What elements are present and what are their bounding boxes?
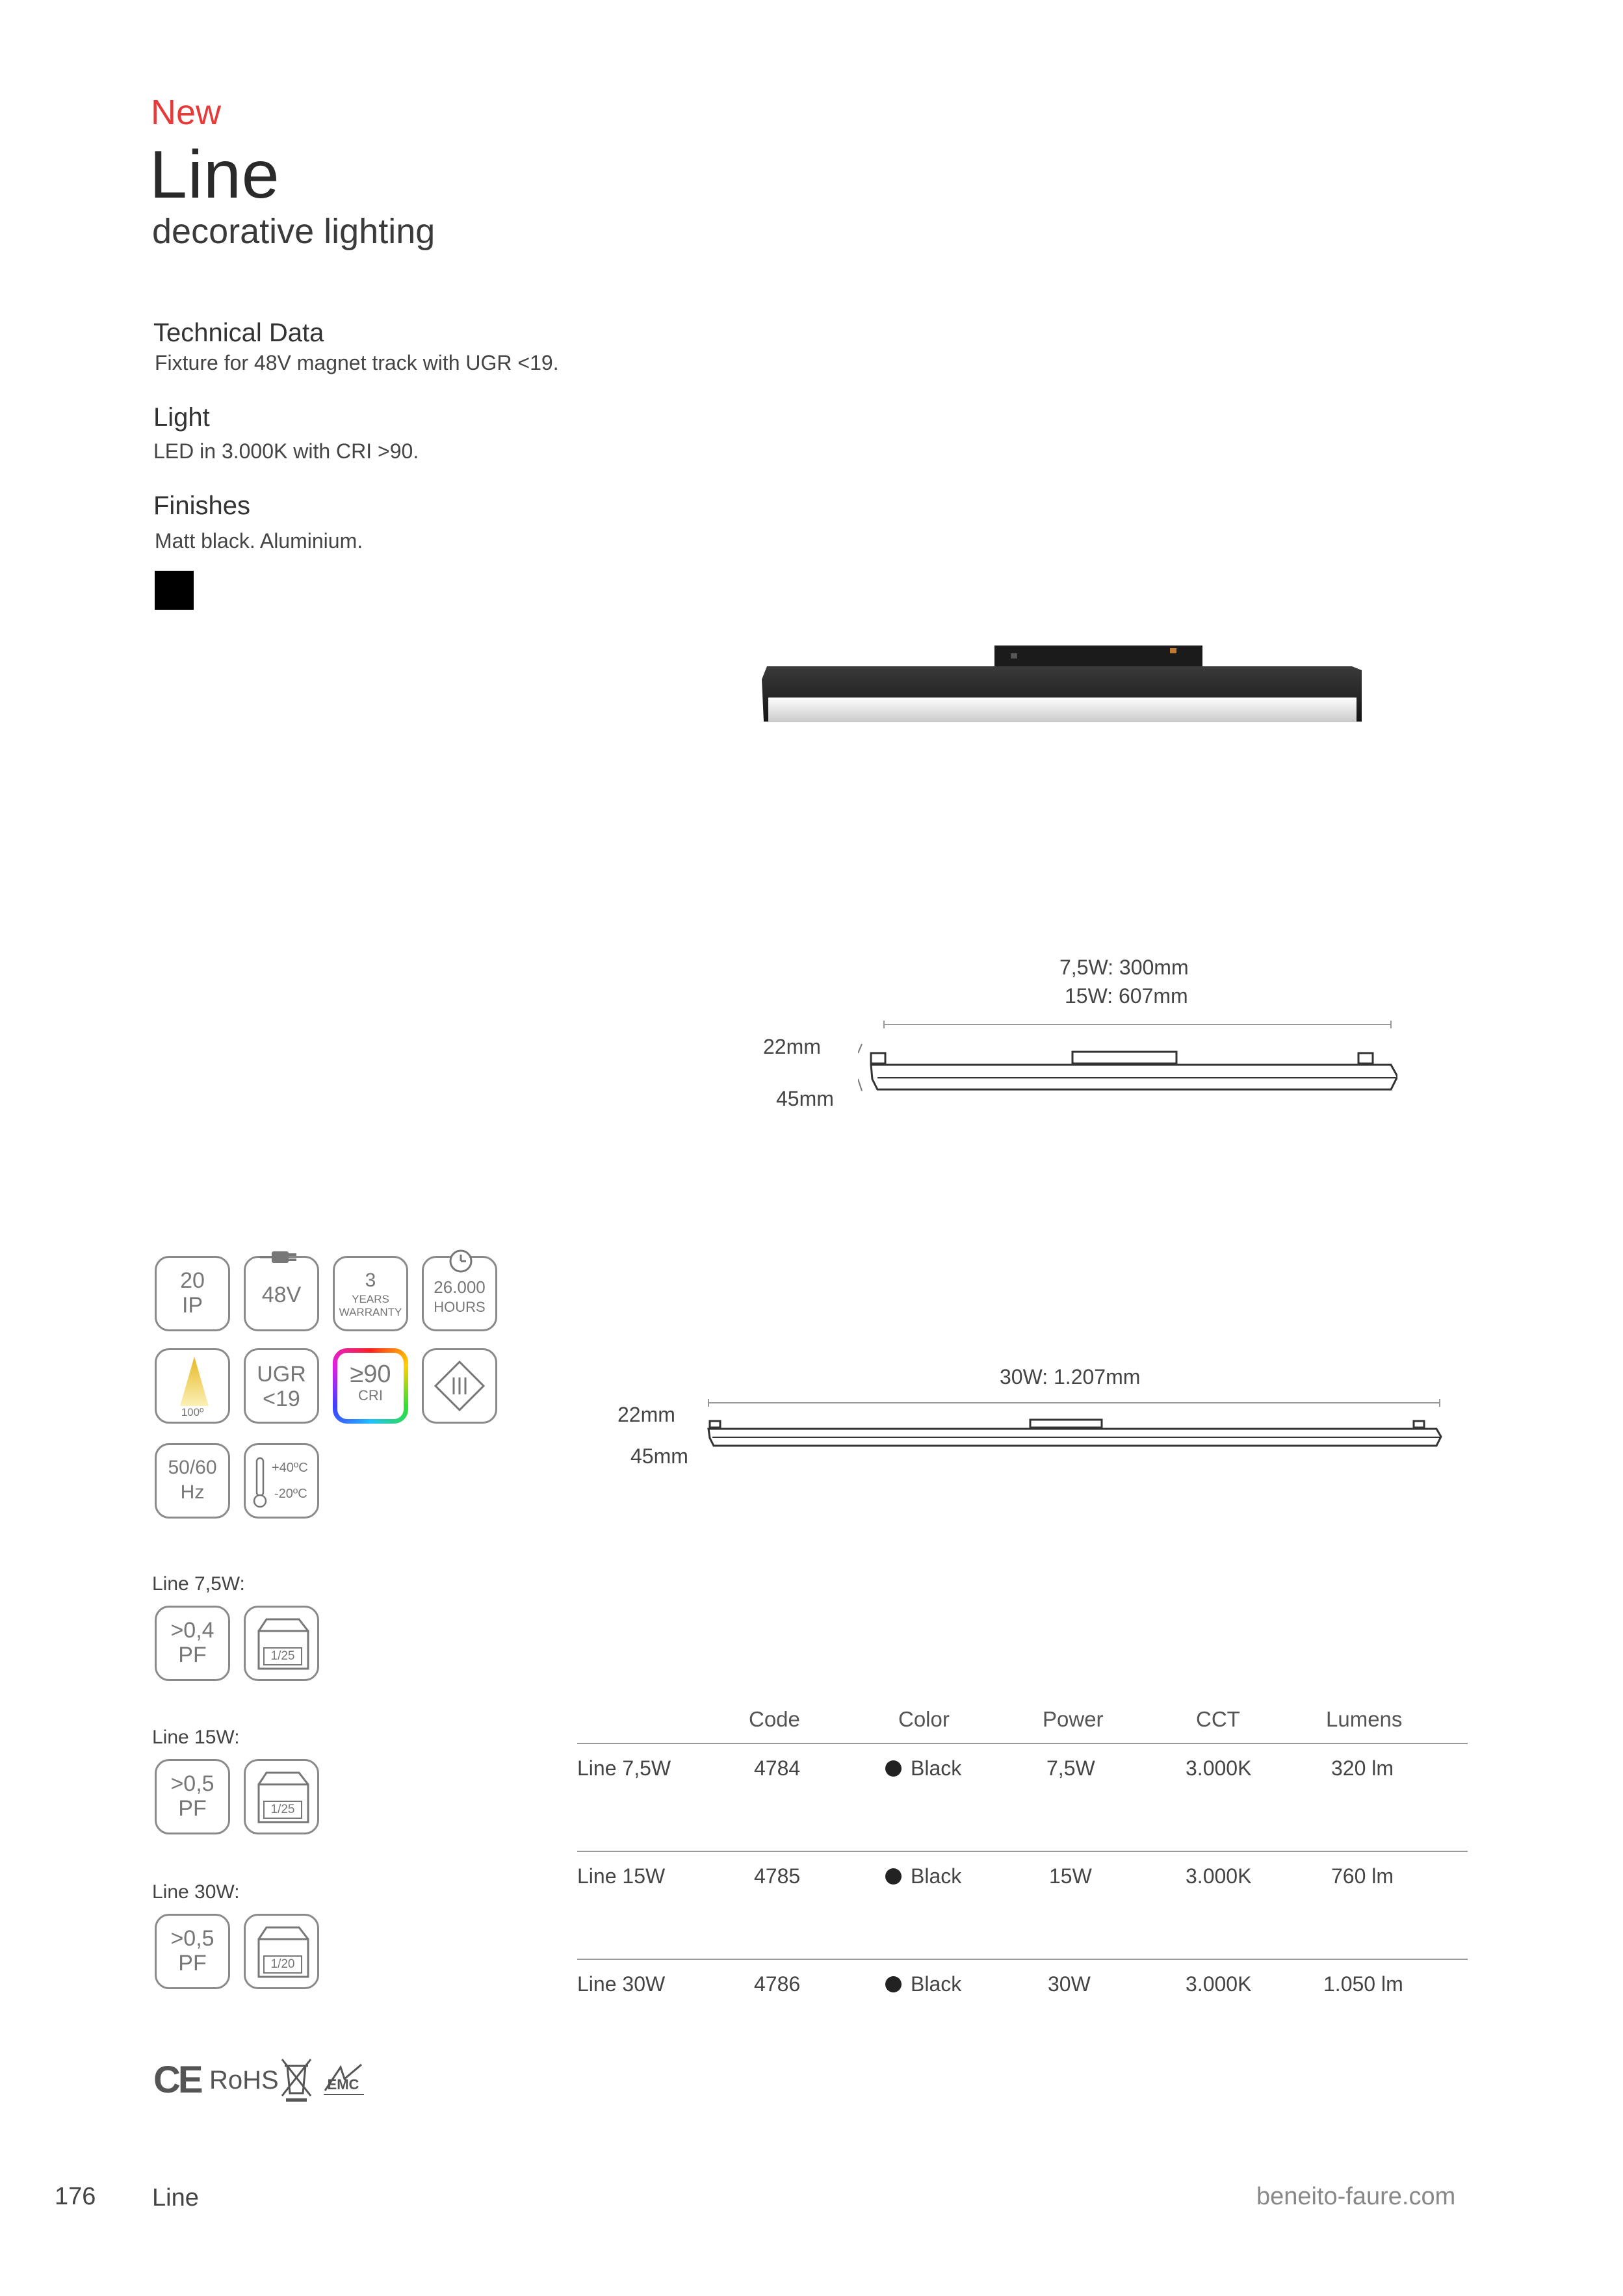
ip-label: IP: [181, 1293, 203, 1318]
row-code: 4785: [754, 1864, 801, 1888]
technical-data-heading: Technical Data: [153, 319, 324, 347]
power-factor-badge-15w: [155, 1759, 230, 1834]
row-name: Line 15W: [577, 1864, 666, 1888]
finish-swatch-black: [155, 571, 194, 610]
table-divider: [577, 1959, 1468, 1960]
table-header-color: Color: [898, 1707, 950, 1731]
rohs-mark: RoHS: [209, 2066, 279, 2094]
row-color: Black: [885, 1972, 961, 1996]
cri-value: ≥90: [350, 1361, 391, 1388]
row-cct: 3.000K: [1186, 1864, 1252, 1888]
table-header-power: Power: [1043, 1707, 1104, 1731]
frequency-unit: Hz: [180, 1481, 205, 1503]
variant-7-5w-label: Line 7,5W:: [152, 1573, 245, 1595]
light-heading: Light: [153, 403, 210, 432]
finishes-heading: Finishes: [153, 491, 250, 520]
ugr-badge: [244, 1348, 319, 1424]
row-name: Line 30W: [577, 1972, 666, 1996]
dim-height-large: 22mm: [617, 1403, 675, 1426]
technical-data-text: Fixture for 48V magnet track with UGR <19.: [155, 351, 559, 374]
packaging-value: 1/25: [270, 1649, 295, 1663]
pf-value: >0,5: [170, 1926, 214, 1951]
page-number: 176: [55, 2183, 96, 2210]
lifetime-hours-badge: [422, 1256, 497, 1331]
table-header-code: Code: [749, 1707, 800, 1731]
color-dot: [885, 1760, 902, 1777]
packaging-value: 1/25: [270, 1803, 295, 1816]
cri-badge: [333, 1348, 408, 1424]
dim-length-15w: 15W: 607mm: [1065, 984, 1188, 1008]
beam-angle-value: 100º: [181, 1406, 204, 1418]
color-dot: [885, 1976, 902, 1992]
ugr-label: UGR: [257, 1362, 306, 1387]
warranty-text: WARRANTY: [339, 1306, 402, 1318]
packaging-badge-15w: [244, 1759, 319, 1834]
emc-mark: EMC: [327, 2076, 359, 2093]
beam-icon: [176, 1355, 213, 1407]
voltage-value: 48V: [261, 1283, 302, 1307]
clock-icon: [448, 1249, 473, 1273]
ce-mark: CE: [153, 2059, 201, 2101]
technical-drawing-small: [858, 1014, 1397, 1125]
voltage-badge: [244, 1256, 319, 1331]
warranty-years: YEARS: [352, 1293, 389, 1305]
row-name: Line 7,5W: [577, 1756, 671, 1780]
product-photo: [754, 640, 1430, 738]
pf-value: >0,4: [170, 1618, 214, 1643]
ugr-value: <19: [263, 1387, 300, 1411]
footer-website-link[interactable]: beneito-faure.com: [1256, 2183, 1456, 2210]
driver-icon: [433, 1359, 486, 1413]
ip-value: 20: [180, 1268, 205, 1293]
table-header-lumens: Lumens: [1326, 1707, 1403, 1731]
driver-class-badge: [422, 1348, 497, 1424]
temperature-badge: [244, 1443, 319, 1519]
weee-bin-icon: [279, 2057, 313, 2102]
power-factor-badge-30w: [155, 1914, 230, 1989]
finishes-text: Matt black. Aluminium.: [155, 529, 363, 553]
footer-section: Line: [152, 2184, 199, 2211]
ip-rating-badge: [155, 1256, 230, 1331]
row-cct: 3.000K: [1186, 1972, 1252, 1996]
pf-label: PF: [178, 1796, 207, 1821]
row-code: 4786: [754, 1972, 801, 1996]
table-header-cct: CCT: [1196, 1707, 1240, 1731]
row-lumens: 320 lm: [1331, 1756, 1394, 1780]
row-power: 7,5W: [1046, 1756, 1095, 1780]
color-dot: [885, 1868, 902, 1885]
pf-label: PF: [178, 1951, 207, 1976]
variant-15w-label: Line 15W:: [152, 1727, 240, 1748]
page-title: Line: [149, 137, 280, 213]
pf-label: PF: [178, 1643, 207, 1667]
dim-length-7-5w: 7,5W: 300mm: [1059, 956, 1189, 979]
hours-value: 26.000: [434, 1277, 486, 1297]
page-subtitle: decorative lighting: [152, 212, 435, 251]
row-code: 4784: [754, 1756, 801, 1780]
frequency-value: 50/60: [168, 1457, 217, 1478]
hours-label: HOURS: [434, 1299, 486, 1315]
packaging-badge-7-5w: [244, 1606, 319, 1681]
pf-value: >0,5: [170, 1771, 214, 1796]
packaging-value: 1/20: [270, 1957, 295, 1971]
row-lumens: 760 lm: [1331, 1864, 1394, 1888]
warranty-badge: [333, 1256, 408, 1331]
temperature-low: -20ºC: [274, 1487, 307, 1501]
dim-length-30w: 30W: 1.207mm: [1000, 1365, 1141, 1389]
dim-height-small: 22mm: [763, 1035, 821, 1058]
light-text: LED in 3.000K with CRI >90.: [153, 439, 419, 463]
new-label: New: [151, 93, 222, 132]
table-divider: [577, 1743, 1468, 1744]
dim-depth-large: 45mm: [630, 1444, 688, 1468]
row-color: Black: [885, 1756, 961, 1781]
row-power: 30W: [1048, 1972, 1091, 1996]
row-cct: 3.000K: [1186, 1756, 1252, 1780]
beam-angle-badge: [155, 1348, 230, 1424]
thermometer-icon: [252, 1457, 268, 1509]
row-power: 15W: [1049, 1864, 1092, 1888]
cri-label: CRI: [358, 1387, 383, 1403]
power-factor-badge-7-5w: [155, 1606, 230, 1681]
emc-mark-icon: [321, 2062, 367, 2098]
warranty-value: 3: [365, 1270, 376, 1291]
row-lumens: 1.050 lm: [1323, 1972, 1403, 1996]
technical-drawing-large: [702, 1396, 1449, 1461]
frequency-badge: [155, 1443, 230, 1519]
variant-30w-label: Line 30W:: [152, 1881, 240, 1903]
row-color: Black: [885, 1864, 961, 1888]
dim-depth-small: 45mm: [776, 1087, 834, 1110]
packaging-badge-30w: [244, 1914, 319, 1989]
table-divider: [577, 1851, 1468, 1852]
temperature-high: +40ºC: [272, 1461, 308, 1475]
plug-icon: [260, 1247, 307, 1267]
